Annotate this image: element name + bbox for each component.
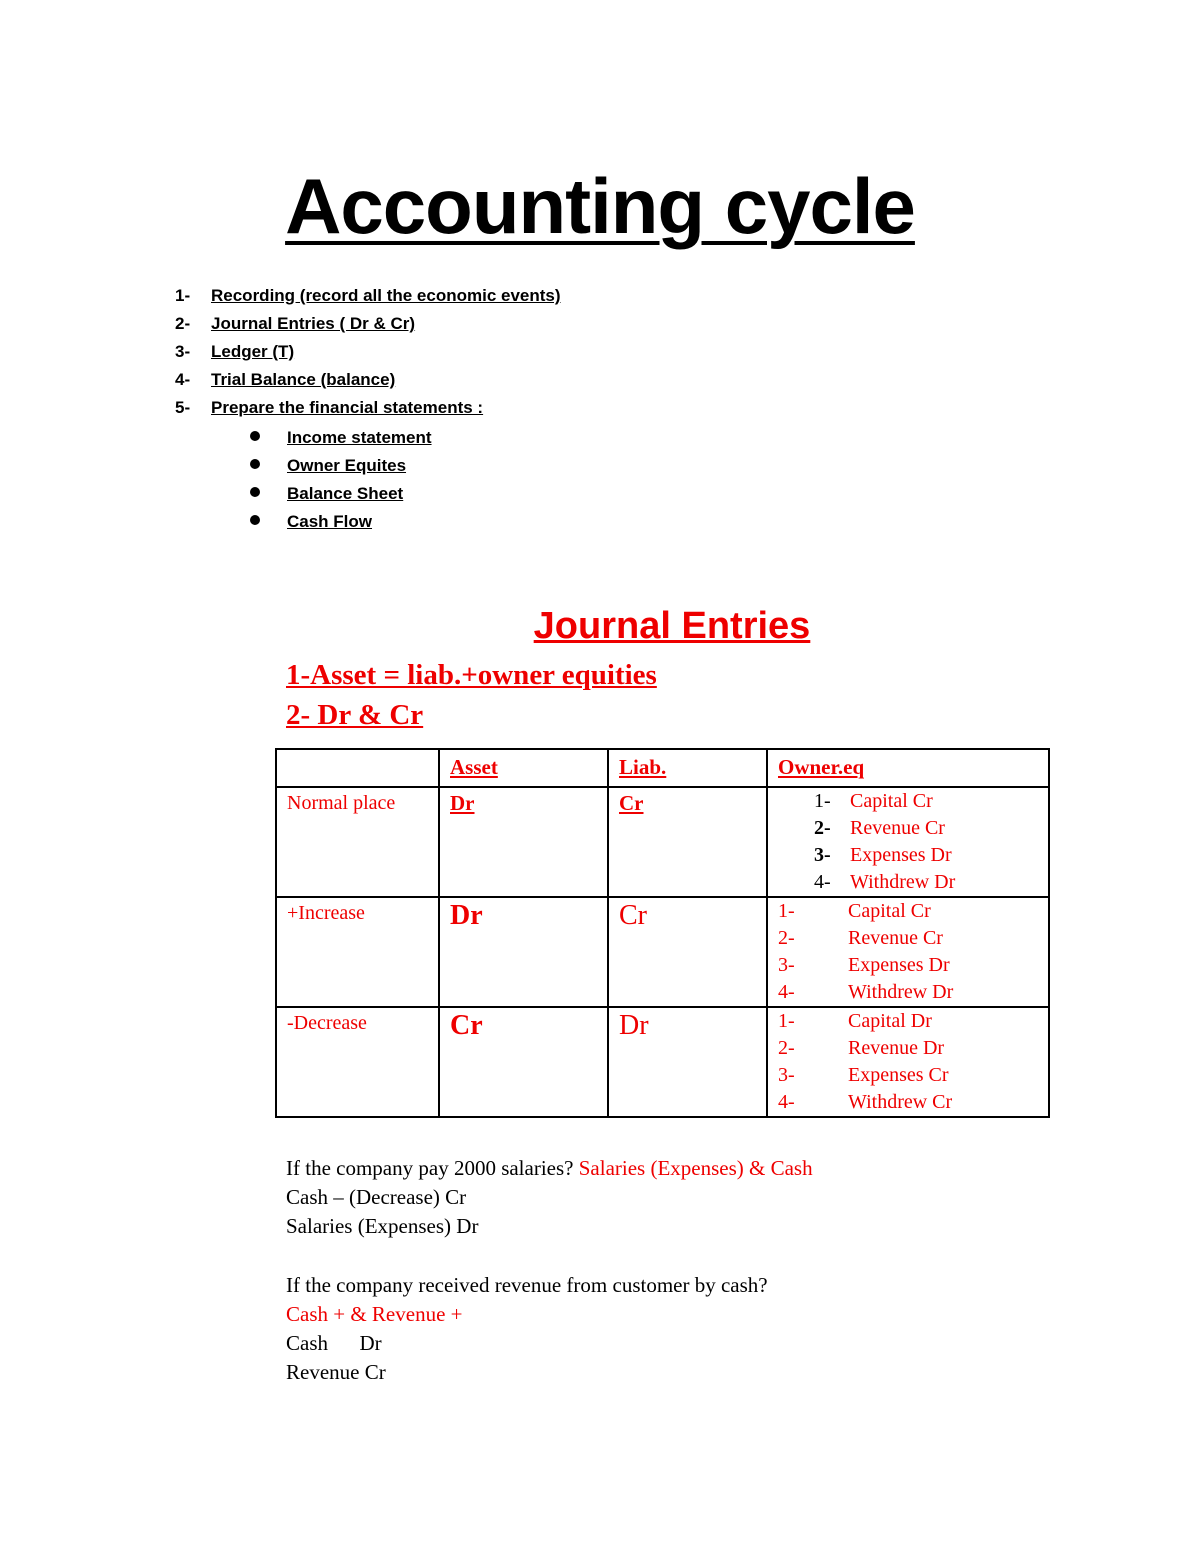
item-text: Revenue Cr <box>850 817 945 839</box>
owner-cell <box>767 897 1049 1007</box>
list-item <box>778 869 1038 896</box>
affected-accounts: Salaries (Expenses) & Cash <box>578 1156 813 1180</box>
step-text: Journal Entries ( Dr & Cr) <box>211 314 416 333</box>
owner-cell <box>767 1007 1049 1117</box>
item-text: Capital Cr <box>848 900 931 922</box>
example-question: If the company received revenue from customer by cash? <box>286 1273 768 1297</box>
item-number: 4- <box>778 1091 795 1113</box>
list-item <box>778 1062 1038 1089</box>
table-row <box>276 1007 1049 1117</box>
list-item <box>778 842 1038 869</box>
journal-entries-heading: Journal Entries <box>533 605 811 647</box>
item-text: Revenue Dr <box>848 1037 945 1059</box>
step-number: 5- <box>175 398 191 417</box>
item-number: 1- <box>814 790 831 812</box>
statement-item <box>250 424 432 452</box>
row-label: -Decrease <box>276 1007 439 1117</box>
list-item <box>778 815 1038 842</box>
item-number: 3- <box>778 954 795 976</box>
owner-list <box>778 898 1038 1006</box>
journal-line: Cash Dr <box>286 1331 382 1355</box>
item-number: 2- <box>778 927 795 949</box>
bullet-icon <box>250 515 260 525</box>
step-item <box>175 394 483 422</box>
step-text: Ledger (T) <box>211 342 295 361</box>
item-number: 4- <box>814 871 831 893</box>
statement-item <box>250 452 406 480</box>
item-text: Expenses Cr <box>848 1064 949 1086</box>
journal-line: Salaries (Expenses) Dr <box>286 1214 479 1238</box>
item-text: Expenses Dr <box>850 844 952 866</box>
bullet-icon <box>250 487 260 497</box>
question-text: If the company pay 2000 salaries? <box>286 1156 574 1180</box>
statement-item <box>250 480 403 508</box>
liab-cell <box>608 897 767 1007</box>
step-number: 2- <box>175 314 191 333</box>
row-label: +Increase <box>276 897 439 1007</box>
step-number: 3- <box>175 342 191 361</box>
item-text: Withdrew Dr <box>848 981 954 1003</box>
item-number: 1- <box>778 900 795 922</box>
debit-credit-table <box>275 748 1050 1118</box>
step-item <box>175 338 294 366</box>
list-item <box>778 898 1038 925</box>
step-text: Trial Balance (balance) <box>211 370 396 389</box>
table-row <box>276 787 1049 897</box>
liab-value: Cr <box>619 791 644 815</box>
step-item <box>175 310 415 338</box>
item-number: 4- <box>778 981 795 1003</box>
liab-cell <box>608 787 767 897</box>
step-text: Recording (record all the economic events) <box>211 286 561 305</box>
item-text: Capital Cr <box>850 790 933 812</box>
page-title: Accounting cycle <box>285 162 915 250</box>
example-question <box>286 1154 813 1183</box>
item-number: 2- <box>814 817 831 839</box>
header-cell-empty <box>276 749 439 787</box>
asset-cell <box>439 1007 608 1117</box>
item-text: Withdrew Dr <box>850 871 956 893</box>
step-number: 4- <box>175 370 191 389</box>
bullet-icon <box>250 431 260 441</box>
item-number: 3- <box>778 1064 795 1086</box>
header-cell-liab: Liab. <box>608 749 767 787</box>
step-item <box>175 366 395 394</box>
list-item <box>778 1035 1038 1062</box>
item-text: Expenses Dr <box>848 954 950 976</box>
bullet-icon <box>250 459 260 469</box>
step-item <box>175 282 561 310</box>
step-text: Prepare the financial statements : <box>211 398 484 417</box>
item-number: 2- <box>778 1037 795 1059</box>
row-label: Normal place <box>276 787 439 897</box>
liab-value: Dr <box>619 1010 649 1041</box>
liab-value: Cr <box>619 900 647 931</box>
asset-cell <box>439 897 608 1007</box>
owner-cell <box>767 787 1049 897</box>
owner-list <box>778 1008 1038 1116</box>
affected-accounts: Cash + & Revenue + <box>286 1302 463 1326</box>
header-cell-owner: Owner.eq <box>767 749 1049 787</box>
table-header-row <box>276 749 1049 787</box>
asset-cell <box>439 787 608 897</box>
header-cell-asset: Asset <box>439 749 608 787</box>
liab-cell <box>608 1007 767 1117</box>
statement-item <box>250 508 372 536</box>
accounting-equation: 1-Asset = liab.+owner equities <box>286 659 657 691</box>
step-number: 1- <box>175 286 191 305</box>
list-item <box>778 1008 1038 1035</box>
asset-value: Dr <box>450 791 475 815</box>
journal-line: Cash – (Decrease) Cr <box>286 1185 467 1209</box>
debit-credit-rule: 2- Dr & Cr <box>286 699 424 731</box>
item-text: Withdrew Cr <box>848 1091 953 1113</box>
asset-value: Dr <box>450 900 483 931</box>
journal-line: Revenue Cr <box>286 1360 386 1384</box>
asset-value: Cr <box>450 1010 483 1041</box>
list-item <box>778 979 1038 1006</box>
statement-text: Cash Flow <box>287 512 373 531</box>
owner-list <box>778 788 1038 896</box>
statement-text: Owner Equites <box>287 456 407 475</box>
item-number: 1- <box>778 1010 795 1032</box>
statement-text: Balance Sheet <box>287 484 404 503</box>
list-item <box>778 952 1038 979</box>
table-row <box>276 897 1049 1007</box>
item-text: Capital Dr <box>848 1010 932 1032</box>
item-text: Revenue Cr <box>848 927 943 949</box>
list-item <box>778 1089 1038 1116</box>
item-number: 3- <box>814 844 831 866</box>
list-item <box>778 788 1038 815</box>
statement-text: Income statement <box>287 428 432 447</box>
list-item <box>778 925 1038 952</box>
